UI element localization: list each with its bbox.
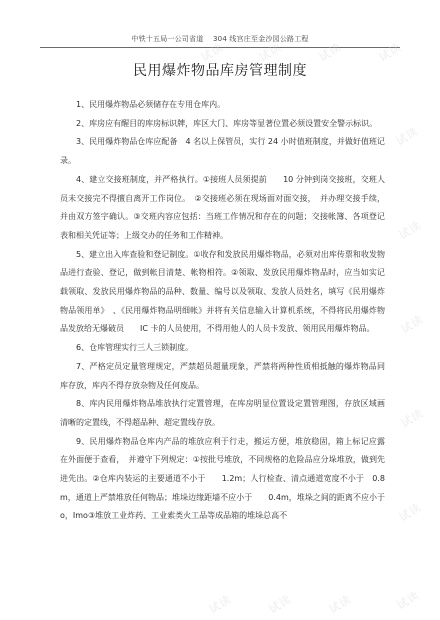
paragraph: 8、库内民用爆炸物品堆放执行定置管理，在库房明显位置设定置管理图，存放区域画清晰的定置线，不得超品种、超定置线存放。 bbox=[60, 399, 385, 427]
paragraph: 3、民用爆炸物品仓库应配备 4 名以上保管员，实行 24 小时值班制度，并做好值班记录。 bbox=[60, 137, 385, 166]
paragraph: 9、民用爆炸物品仓库内产品的堆放应利于行走，搬运方便，堆放稳固，箱上标记应露在外面便于查看， 并遵守下列规定：①按批号堆放，不同规格的危险品应分垛堆放，做到先进先出。②仓库内装运的主要通道不小于 1.2m；人行检查、清点通道宽度不小于 0.8m，通道上严禁堆放任何物品；堆垛边缘距墙不应小于 0.4m，堆垛之间的距离不应小于 o，Imo③堆放工业炸药、工业索类火工品等成品箱的堆垛总高不 bbox=[60, 436, 396, 521]
watermark: 试读 bbox=[376, 40, 404, 65]
watermark: 试读 bbox=[326, 592, 354, 617]
watermark: 试读 bbox=[393, 124, 421, 149]
page-header: 中铁十五局一公司省道 304 线宫庄至金沙园公路工程 bbox=[131, 35, 309, 43]
paragraph: 2、库房应有醒目的库房标识牌，库区大门、库房等显著位置必须设置安全警示标识。 bbox=[76, 118, 378, 128]
watermark: 试读 bbox=[256, 40, 284, 65]
paragraph: 1、民用爆炸物品必须储存在专用仓库内。 bbox=[76, 100, 226, 109]
watermark: 试读 bbox=[198, 40, 226, 65]
paragraph: 6、仓库管理实行三人三锁制度。 bbox=[76, 343, 194, 353]
watermark: 试读 bbox=[316, 40, 344, 65]
header-divider bbox=[40, 47, 400, 48]
document-title: 民用爆炸物品库房管理制度 bbox=[133, 63, 307, 79]
paragraph: 5、建立出入库查验和登记制度。①收存和发放民用爆炸物品，必须对出库传票和收发物品进行查验、登记，做到帐目清楚、帐物相符。②领取、发放民用爆炸物品时，应当如实记载领取、发放民用爆炸物品的品种、数量、编号以及领取、发放人员姓名，填写《民用爆炸物品领用单》 、《民用爆炸物品明细帐》并将有关信息输入计算机系统，不得将民用爆炸物品发放给无爆破员 IC 卡的人员使用，不得用他人的人员卡发放、领用民用爆炸物品。 bbox=[60, 249, 385, 334]
watermark: 试读 bbox=[266, 592, 294, 617]
watermark: 试读 bbox=[394, 588, 422, 613]
document-body bbox=[60, 96, 396, 526]
watermark: 试读 bbox=[396, 500, 424, 525]
paragraph: 7、严格定员定量管理规定，严禁超员超量现象，严禁将两种性质相抵触的爆炸物品同库存放，库内不得存放杂物及任何废品。 bbox=[60, 361, 385, 390]
paragraph: 4、建立交接班制度，并严格执行。①接班人员须提前 10 分钟到岗交接班，交班人员未交接完不得擅自离开工作岗位。 ②交接班必须在现场面对面交接， 并办理交接手续，并由双方签字确认。③交班内容应包括：当班工作情况和存在的问题；交接帐簿、各项登记表和相关凭证等；上级交办的任务和工作精神。 bbox=[60, 174, 385, 240]
watermark: 试读 bbox=[398, 406, 426, 431]
watermark: 试读 bbox=[206, 592, 234, 617]
watermark: 试读 bbox=[396, 218, 424, 243]
watermark: 试读 bbox=[398, 312, 426, 337]
